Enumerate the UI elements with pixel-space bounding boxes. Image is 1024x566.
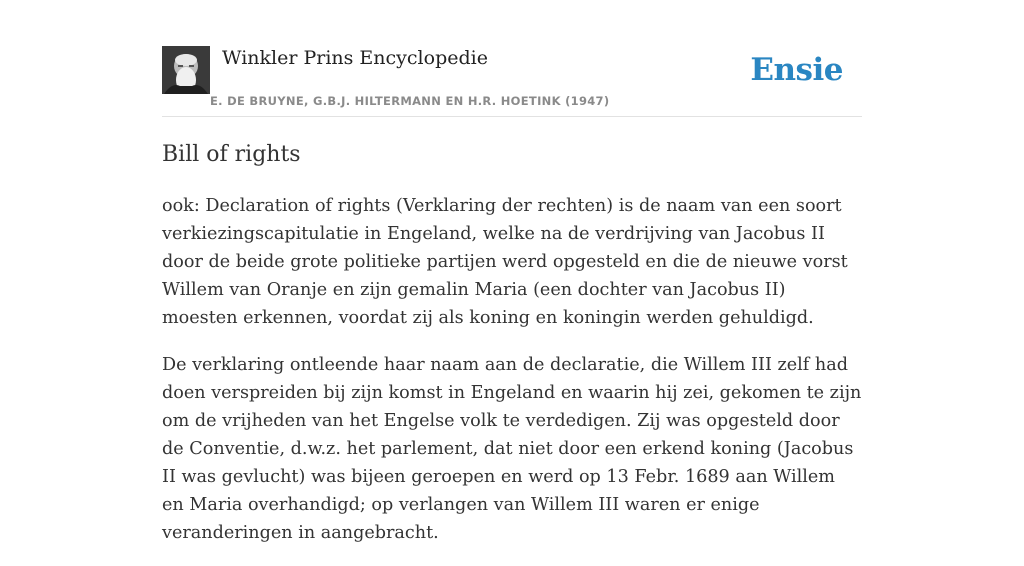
author-avatar-icon[interactable] (162, 46, 210, 94)
authors-credit: E. DE BRUYNE, G.B.J. HILTERMANN EN H.R. HOETINK (1947) (210, 94, 610, 108)
site-title[interactable]: Winkler Prins Encyclopedie (222, 47, 488, 69)
article-paragraph: De verklaring ontleende haar naam aan de declaratie, die Willem III zelf had doen verspreiden bij zijn komst in Engeland en waarin hij zei, gekomen te zijn om de vrijheden van het Engelse volk te verdedigen. Zij was opgesteld door de Conventie, d.w.z. het parlement, dat niet door een erkend koning (Jacobus II was gevlucht) was bijeen geroepen en werd op 13 Febr. 1689 aan Willem en Maria overhandigd; op verlangen van Willem III waren er enige veranderingen in aangebracht. (162, 355, 862, 543)
brand-logo[interactable]: Ensie (750, 52, 843, 88)
article-title: Bill of rights (162, 142, 301, 167)
article-paragraph: ook: Declaration of rights (Verklaring der rechten) is de naam van een soort verkiezingscapitulatie in Engeland, welke na de verdrijving van Jacobus II door de beide grote politieke partijen werd opgesteld en die de nieuwe vorst Willem van Oranje en zijn gemalin Maria (een dochter van Jacobus II) moesten erkennen, voordat zij als koning en koningin werden gehuldigd. (162, 196, 848, 328)
site-header (162, 46, 862, 117)
article-body (162, 192, 862, 566)
